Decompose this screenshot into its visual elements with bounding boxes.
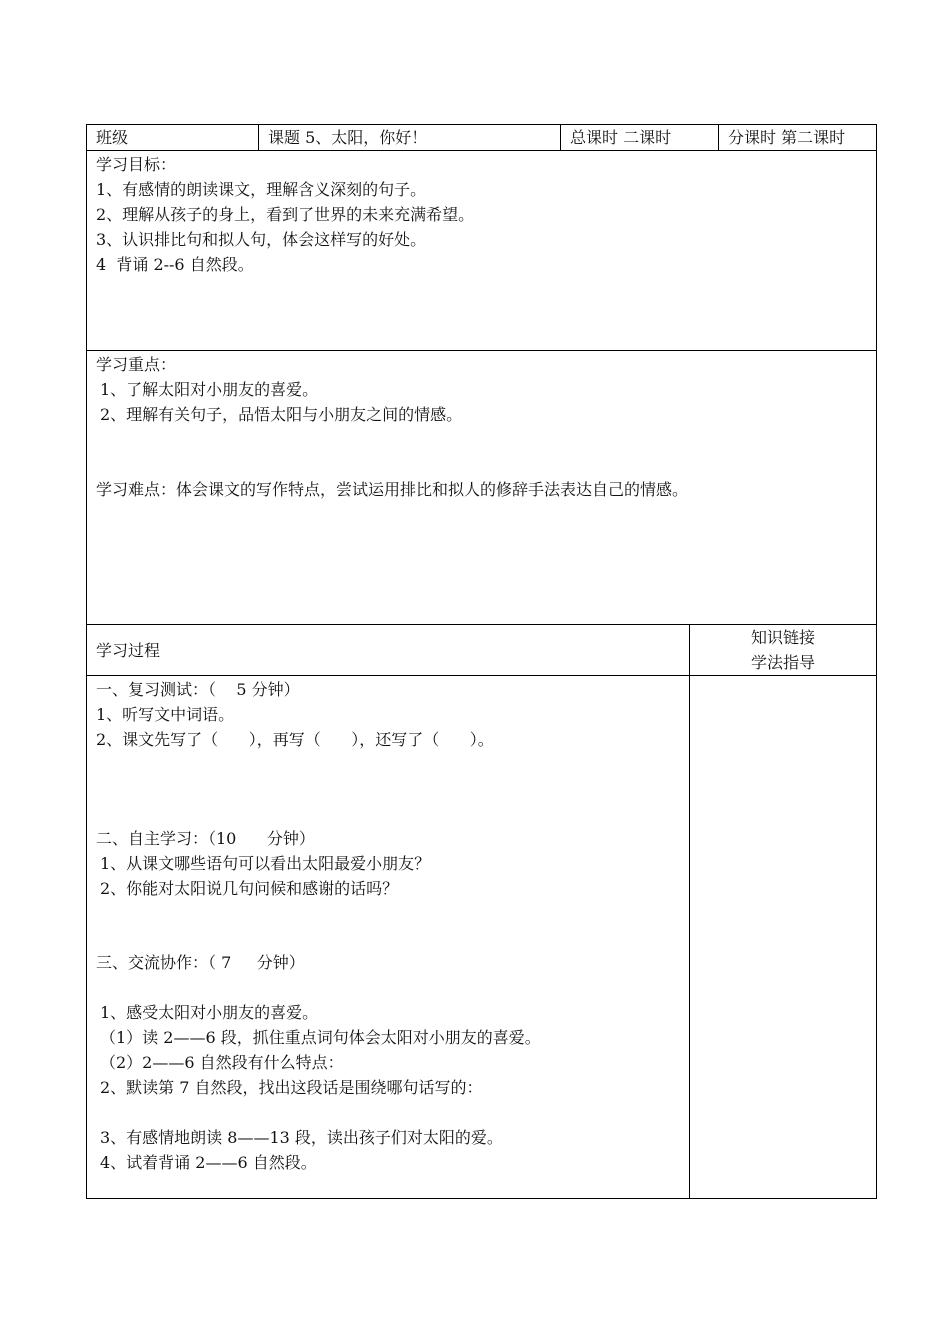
section2-item: 2、你能对太阳说几句问候和感谢的话吗？ [100,879,399,898]
section1-item: 1、听写文中词语。 [96,705,235,724]
knowledge-link-header: 知识链接 [750,628,815,647]
objective-item: 2、理解从孩子的身上，看到了世界的未来充满希望。 [96,205,475,224]
section3-item: 2、默读第 7 自然段，找出这段话是围绕哪句话写的： [100,1078,483,1097]
section3-item: 4、试着背诵 2——6 自然段。 [100,1153,317,1172]
section3-item: 1、感受太阳对小朋友的喜爱。 [100,1003,319,1022]
section3-item: 3、有感情地朗读 8——13 段，读出孩子们对太阳的爱。 [100,1128,503,1147]
total-hours: 总课时 二课时 [570,128,672,147]
keypoint-item: 1、了解太阳对小朋友的喜爱。 [100,380,319,399]
process-header: 学习过程 [96,641,161,660]
lesson-topic: 课题 5、太阳，你好！ [268,128,428,147]
objectives-title: 学习目标： [96,155,177,174]
process-header-bottom [86,675,877,676]
section1-item: 2、课文先写了（ ），再写（ ），还写了（ ）。 [96,730,494,749]
keypoint-item: 2、理解有关句子，品悟太阳与小朋友之间的情感。 [100,405,463,424]
section1-title: 一、复习测试：（ 5 分钟） [96,680,300,699]
objective-item: 3、认识排比句和拟人句，体会这样写的好处。 [96,230,427,249]
objective-item: 1、有感情的朗读课文，理解含义深刻的句子。 [96,180,427,199]
class-label: 班级 [96,128,129,147]
difficulty-text: 学习难点：体会课文的写作特点，尝试运用排比和拟人的修辞手法表达自己的情感。 [96,480,689,499]
process-column-divider [689,624,690,1199]
section3-title: 三、交流协作：（ 7 分钟） [96,953,305,972]
section3-item: （2）2——6 自然段有什么特点： [100,1053,344,1072]
sub-hours: 分课时 第二课时 [728,128,846,147]
header-divider-1 [258,124,259,151]
section3-item: （1）读 2——6 段，抓住重点词句体会太阳对小朋友的喜爱。 [100,1028,541,1047]
table-border-bottom [86,1198,877,1199]
header-divider-2 [560,124,561,151]
table-border-left [86,124,87,1199]
section2-item: 1、从课文哪些语句可以看出太阳最爱小朋友？ [100,854,431,873]
table-border-right [876,124,877,1199]
objectives-bottom [86,350,877,351]
objective-item: 4 背诵 2--6 自然段。 [96,255,254,274]
header-row-bottom [86,150,877,151]
section2-title: 二、自主学习：（10 分钟） [96,829,315,848]
method-guide-header: 学法指导 [750,653,815,672]
header-divider-3 [718,124,719,151]
keypoints-title: 学习重点： [96,355,177,374]
